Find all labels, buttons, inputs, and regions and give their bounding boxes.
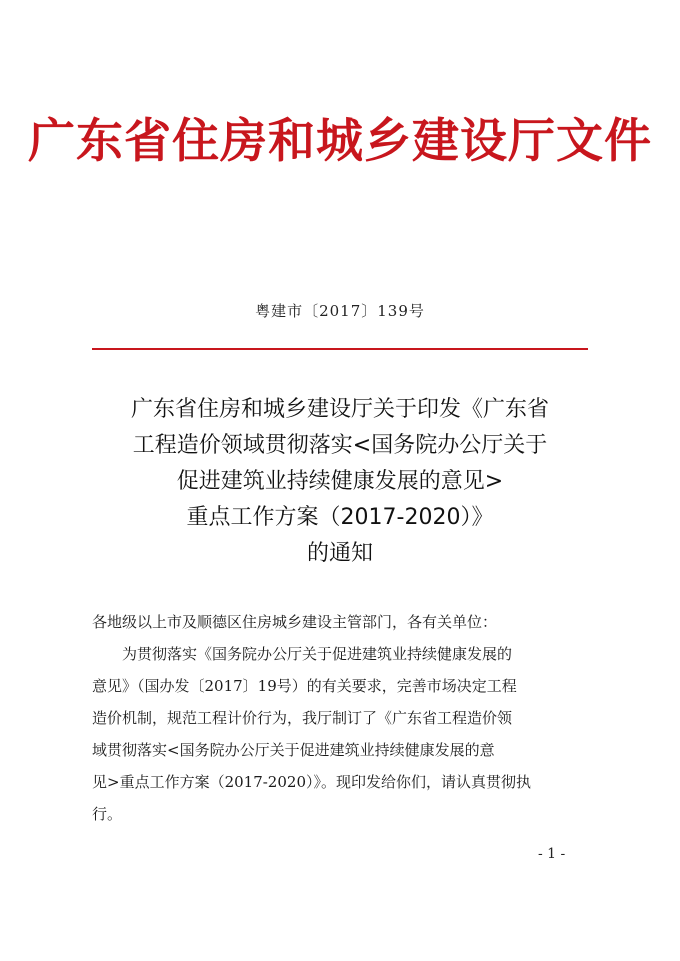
paragraph-line: 为贯彻落实《国务院办公厅关于促进建筑业持续健康发展的 bbox=[122, 645, 513, 663]
salutation: 各地级以上市及顺德区住房城乡建设主管部门，各有关单位： bbox=[92, 613, 498, 631]
page-number: - 1 - bbox=[538, 846, 566, 862]
document-number: 粤建市〔2017〕139号 bbox=[255, 302, 425, 320]
letterhead-title: 广东省住房和城乡建设厅文件 bbox=[28, 114, 652, 169]
paragraph-line: 见>重点工作方案（2017-2020）》。现印发给你们，请认真贯彻执 bbox=[92, 773, 531, 791]
red-divider-line bbox=[92, 348, 588, 350]
body-text bbox=[92, 606, 592, 830]
notice-title-line: 重点工作方案（2017-2020）》 bbox=[186, 505, 494, 530]
notice-title bbox=[0, 392, 680, 572]
notice-title-line: 促进建筑业持续健康发展的意见> bbox=[176, 469, 504, 494]
paragraph-line: 意见》（国办发〔2017〕19号）的有关要求，完善市场决定工程 bbox=[92, 677, 517, 695]
notice-title-line: 工程造价领域贯彻落实<国务院办公厅关于 bbox=[132, 433, 548, 458]
paragraph-line: 行。 bbox=[92, 805, 123, 823]
notice-title-line: 的通知 bbox=[306, 541, 373, 566]
paragraph-line: 造价机制，规范工程计价行为，我厅制订了《广东省工程造价领 bbox=[92, 709, 513, 727]
paragraph-line: 域贯彻落实<国务院办公厅关于促进建筑业持续健康发展的意 bbox=[92, 741, 495, 759]
notice-title-line: 广东省住房和城乡建设厅关于印发《广东省 bbox=[130, 397, 549, 422]
